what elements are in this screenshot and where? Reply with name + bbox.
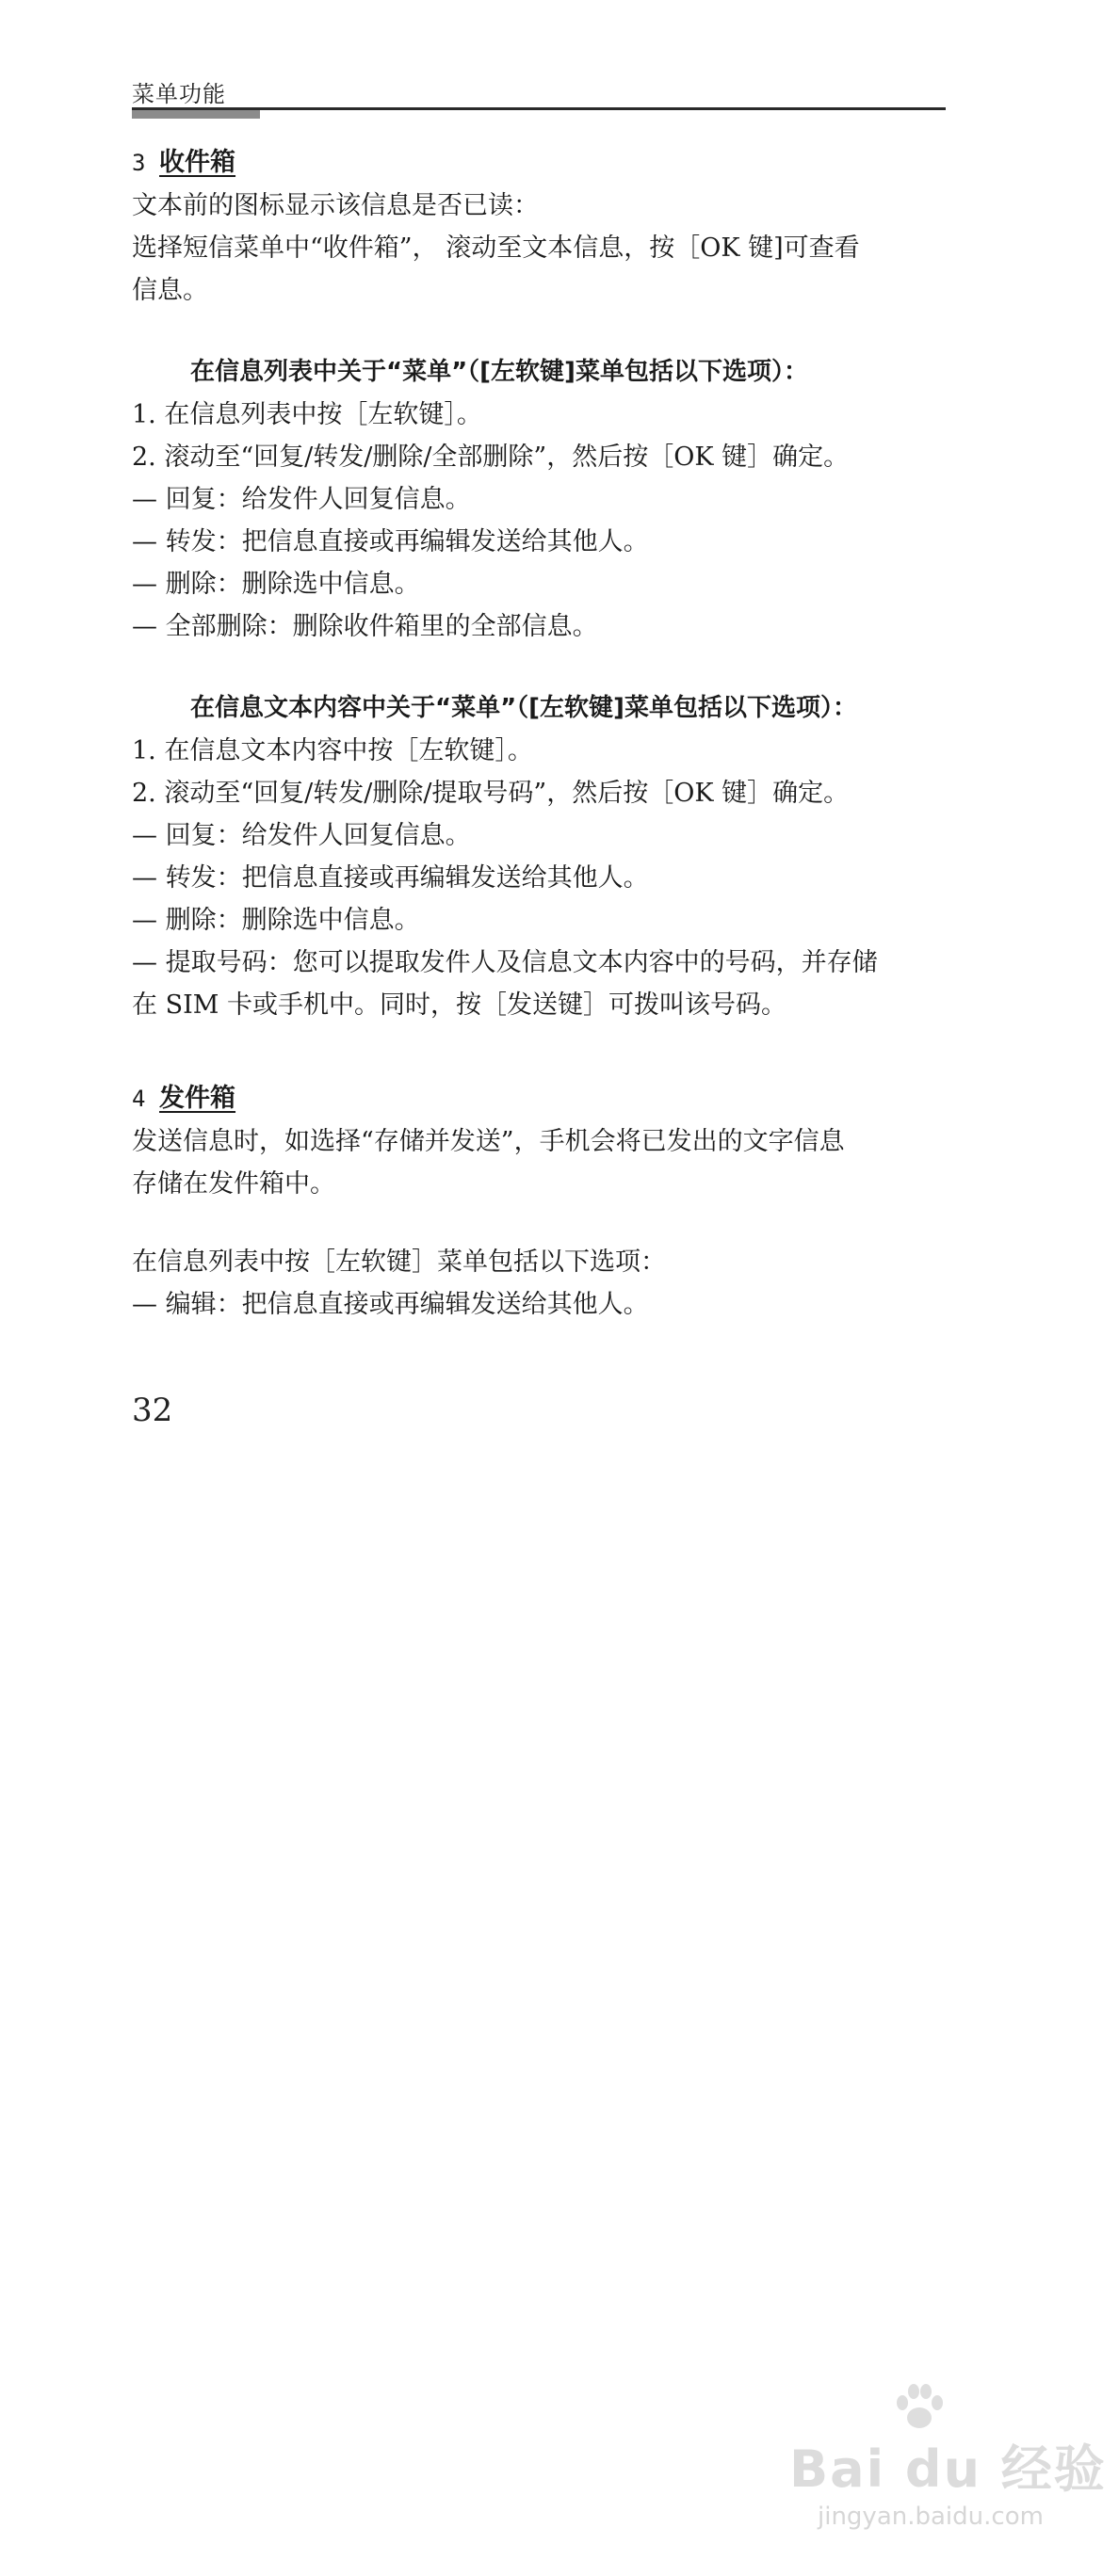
section-title: 收件箱	[159, 148, 236, 177]
list-item: — 删除：删除选中信息。	[132, 906, 420, 935]
watermark-logo: Bai du 经验	[789, 2439, 1107, 2499]
page-body	[132, 141, 961, 1326]
list-item: 2. 滚动至“回复/转发/删除/提取号码”，然后按［OK 键］确定。	[132, 779, 850, 808]
spacer	[132, 648, 961, 687]
paragraph-line: 在信息列表中按［左软键］菜单包括以下选项：	[132, 1248, 666, 1277]
section-title: 发件箱	[159, 1084, 236, 1113]
subheading-list-menu: 在信息列表中关于“菜单”（[左软键]菜单包括以下选项）：	[190, 358, 808, 386]
list-item: 在 SIM 卡或手机中。同时，按［发送键］可拨叫该号码。	[132, 990, 787, 1020]
paw-icon	[891, 2382, 948, 2433]
header-accent-bar	[132, 110, 260, 119]
page-number: 32	[132, 1392, 173, 1429]
running-header-title: 菜单功能	[132, 81, 226, 107]
section-number: 3	[132, 150, 146, 176]
list-item: — 回复：给发件人回复信息。	[132, 485, 471, 514]
watermark	[789, 2382, 1107, 2552]
list-item: 1. 在信息文本内容中按［左软键］。	[132, 736, 533, 765]
spacer	[132, 1205, 961, 1241]
list-item: 1. 在信息列表中按［左软键］。	[132, 400, 482, 429]
section-heading-inbox	[132, 141, 961, 185]
spacer	[132, 1026, 961, 1077]
section-number: 4	[132, 1086, 146, 1112]
paragraph-line: 文本前的图标显示该信息是否已读：	[132, 191, 539, 220]
paragraph-line: 发送信息时，如选择“存储并发送”，手机会将已发出的文字信息	[132, 1127, 845, 1156]
list-item: — 转发：把信息直接或再编辑发送给其他人。	[132, 863, 649, 893]
list-item: — 转发：把信息直接或再编辑发送给其他人。	[132, 527, 649, 556]
spacer	[132, 312, 961, 351]
subheading-text-menu: 在信息文本内容中关于“菜单”（[左软键]菜单包括以下选项）：	[190, 694, 857, 722]
list-item: — 回复：给发件人回复信息。	[132, 821, 471, 850]
list-item: — 删除：删除选中信息。	[132, 570, 420, 599]
paragraph-line: 信息。	[132, 276, 208, 305]
list-item: — 全部删除：删除收件箱里的全部信息。	[132, 612, 598, 641]
watermark-url: jingyan.baidu.com	[818, 2503, 1044, 2531]
list-item: — 编辑：把信息直接或再编辑发送给其他人。	[132, 1290, 649, 1319]
list-item: 2. 滚动至“回复/转发/删除/全部删除”，然后按［OK 键］确定。	[132, 443, 850, 472]
paragraph-line: 存储在发件箱中。	[132, 1169, 335, 1199]
paragraph-line: 选择短信菜单中“收件箱”， 滚动至文本信息，按［OK 键]可查看	[132, 233, 860, 263]
section-heading-outbox	[132, 1077, 961, 1120]
list-item: — 提取号码：您可以提取发件人及信息文本内容中的号码，并存储	[132, 948, 878, 977]
